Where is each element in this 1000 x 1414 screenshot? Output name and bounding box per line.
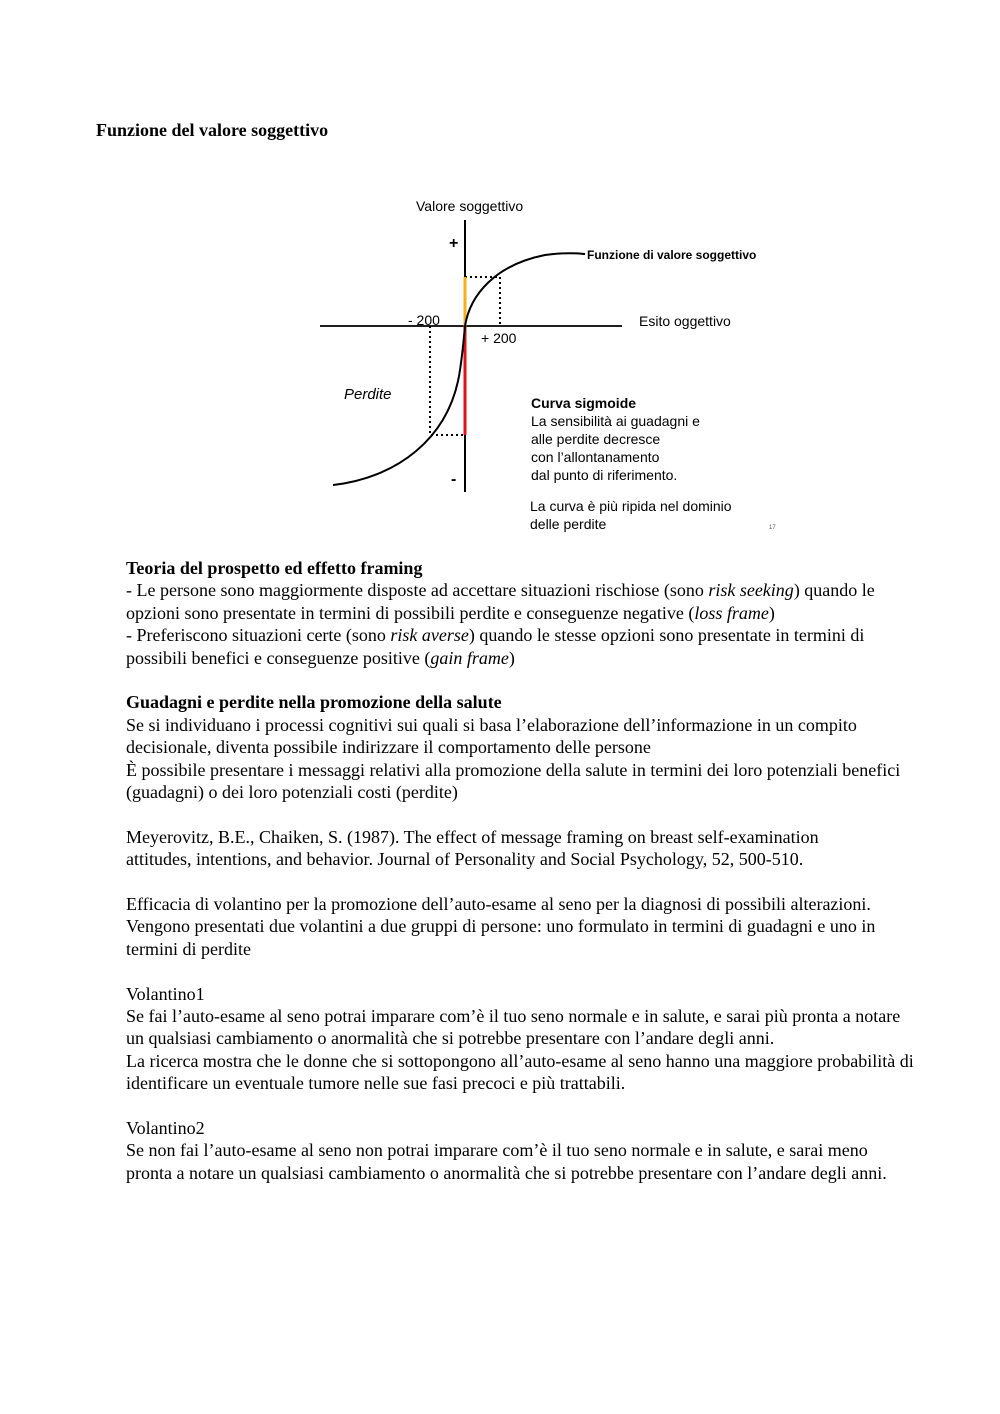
flyer1-title: Volantino1 xyxy=(126,983,205,1004)
flyer-intro-paragraph-2: Vengono presentati due volantini a due gruppi di persone: uno formulato in termini di guadagni e uno in termini di perdite xyxy=(126,916,876,959)
value-function-figure xyxy=(300,190,800,540)
steeper-text-line: La curva è più ripida nel dominio xyxy=(530,498,732,514)
flyer1-paragraph-2: La ricerca mostra che le donne che si sottopongono all’auto-esame al seno hanno una maggiore probabilità di identificare un eventuale tumore nelle sue fasi precoci e più trattabili. xyxy=(126,1050,914,1094)
reference-line: attitudes, intentions, and behavior. Journal of Personality and Social Psychology, 52, 500-510. xyxy=(126,849,804,870)
sigmoid-text-line: alle perdite decresce xyxy=(531,431,661,447)
loss-guide xyxy=(430,326,465,435)
sigmoid-title: Curva sigmoide xyxy=(531,395,637,411)
steeper-text-line: delle perdite xyxy=(530,516,607,532)
flyer-intro-paragraph-1: Efficacia di volantino per la promozione dell’auto-esame al seno per la diagnosi di possibili alterazioni. xyxy=(126,894,871,915)
value-function-diagram xyxy=(300,190,800,540)
gain-guide xyxy=(465,277,500,326)
sigmoid-text-line: La sensibilità ai guadagni e xyxy=(531,413,700,429)
document-body xyxy=(126,557,916,1184)
sigmoid-text-line: con l’allontanamento xyxy=(531,449,660,465)
y-axis-label: Valore soggettivo xyxy=(416,198,524,214)
flyer2-title: Volantino2 xyxy=(126,1118,205,1139)
losses-label: Perdite xyxy=(344,386,392,403)
plus-sign: + xyxy=(449,235,459,252)
sigmoid-text-line: dal punto di riferimento. xyxy=(531,467,678,483)
tick-neg-200: - 200 xyxy=(408,312,440,328)
curve-label: Funzione di valore soggettivo xyxy=(587,248,757,262)
prospect-paragraph-1: - Le persone sono maggiormente disposte ad accettare situazioni rischiose (sono risk seeking) quando le opzioni sono presentate in termini di possibili perdite e conseguenze negative (loss frame) xyxy=(126,580,875,623)
prospect-paragraph-2: - Preferiscono situazioni certe (sono risk averse) quando le stesse opzioni sono presentate in termini di possibili benefici e conseguenze positive (gain frame) xyxy=(126,625,865,668)
flyer2-paragraph-1: Se non fai l’auto-esame al seno non potrai imparare com’è il tuo seno normale e in salute, e sarai meno pronta a notare un qualsiasi cambiamento o anormalità che si potrebbe presentare con l’andare degli anni. xyxy=(126,1140,887,1183)
health-paragraph-1: Se si individuano i processi cognitivi sui quali si basa l’elaborazione dell’informazione in un compito decisionale, diventa possibile indirizzare il comportamento delle persone xyxy=(126,714,857,758)
flyer1-paragraph-1: Se fai l’auto-esame al seno potrai imparare com’è il tuo seno normale e in salute, e sarai più pronta a notare un qualsiasi cambiamento o anormalità che si potrebbe presentare con l’andare degli anni. xyxy=(126,1006,901,1049)
section-heading: Guadagni e perdite nella promozione della salute xyxy=(126,692,502,713)
page-title: Funzione del valore soggettivo xyxy=(96,120,329,140)
section-heading: Teoria del prospetto ed effetto framing xyxy=(126,558,423,578)
slide-number: 17 xyxy=(769,525,776,531)
health-paragraph-2: È possibile presentare i messaggi relativi alla promozione della salute in termini dei loro potenziali benefici (guadagni) o dei loro potenziali costi (perdite) xyxy=(126,759,901,803)
tick-pos-200: + 200 xyxy=(481,330,517,346)
x-axis-label: Esito oggettivo xyxy=(639,313,731,329)
minus-sign: - xyxy=(451,471,457,488)
reference-line: Meyerovitz, B.E., Chaiken, S. (1987). The effect of message framing on breast self-examination xyxy=(126,826,819,847)
